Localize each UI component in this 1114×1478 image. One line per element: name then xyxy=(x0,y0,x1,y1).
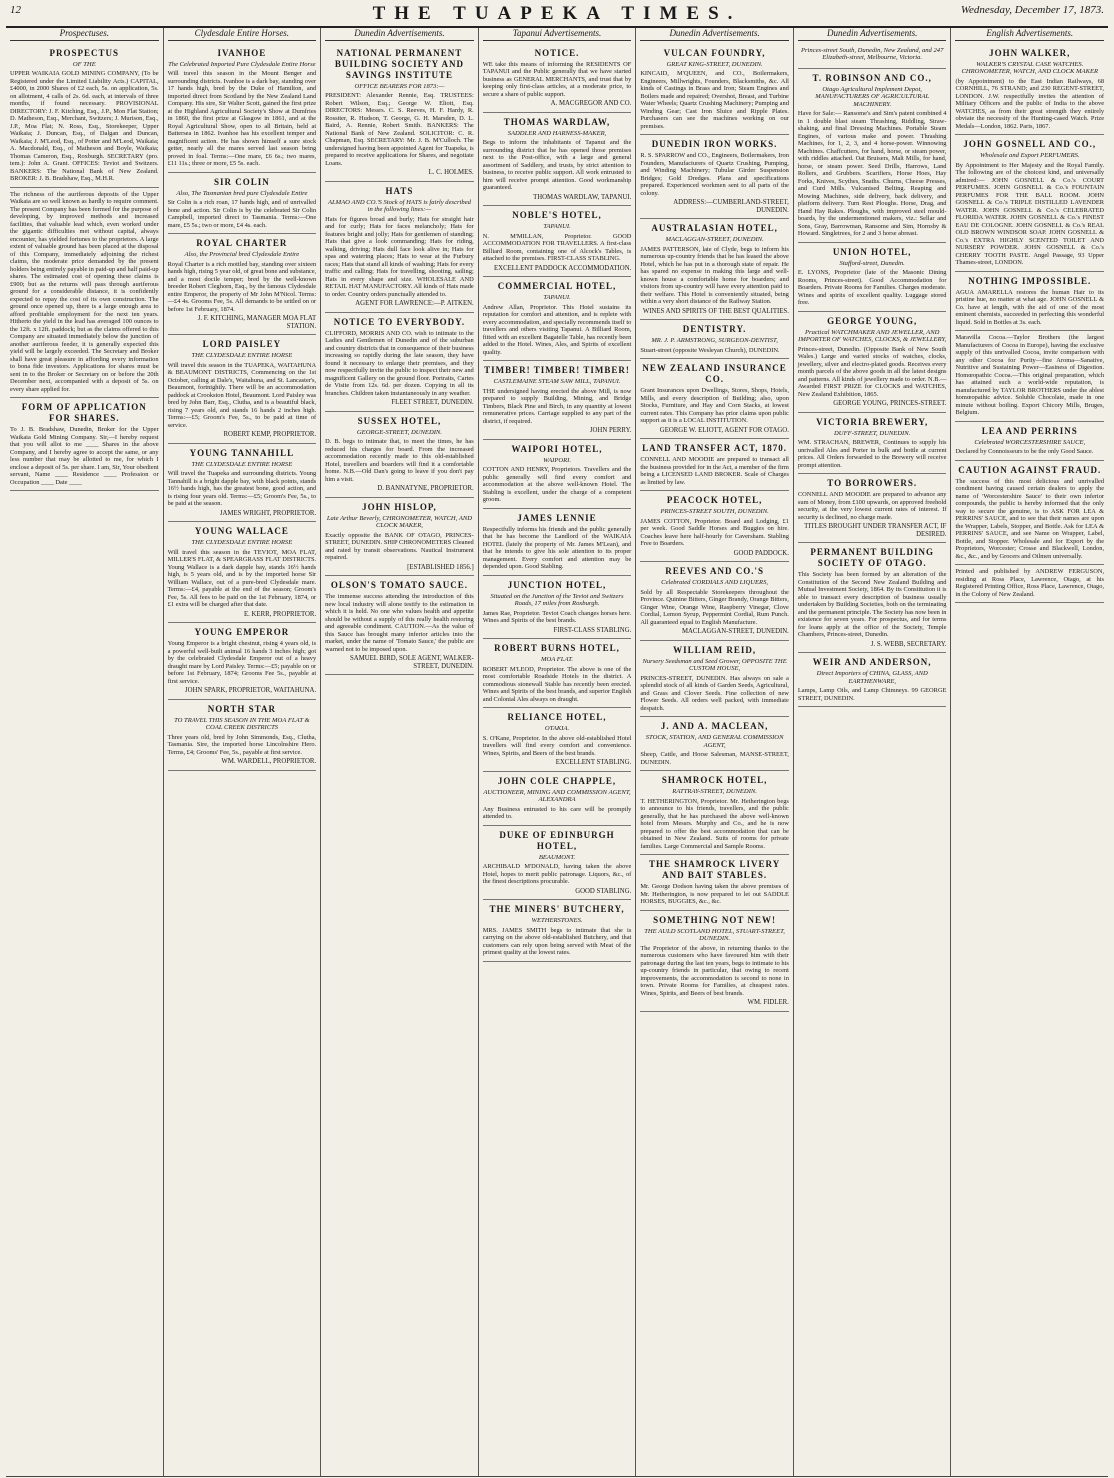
advertisement xyxy=(640,855,789,911)
ad-body: COTTON AND HENRY, Proprietors. Travellers and the public generally will find every comfort and accommodation at the above well-known Hotel. The Stabling is excellent, under the charge of a competent groom. xyxy=(482,466,632,503)
column-4 xyxy=(479,28,637,1476)
advertisement xyxy=(640,44,789,136)
ad-sig: WM. WARDELL, PROPRIETOR. xyxy=(221,758,317,765)
ad-title: PROSPECTUS xyxy=(49,47,120,58)
ad-sub: Also, The Tasmanian bred pure Clydesdale Entire xyxy=(176,189,308,197)
ad-body: Grant Insurances upon Dwellings, Stores, Shops, Hotels, Mills, and every description of Building; also, upon Stocks, Furniture, and Hay and Corn Stacks, at lowest current rates. This Company has prior claims upon public support as it is a LOCAL INSTITUTION. xyxy=(640,387,789,424)
advertisement xyxy=(168,234,317,335)
ad-body: Declared by Connoisseurs to be the only Good Sauce. xyxy=(955,448,1094,455)
ad-body: WE take this means of informing the RESIDENTS OF TAPANUI and the Public generally that we have started business as GENERAL MERCHANTS, and trust that by keeping only first-class articles, at a moderate price, to secure a share of public support. xyxy=(482,60,632,98)
advertisement xyxy=(483,277,632,361)
ad-sub: Late Arthur Beverly, CHRONOMETER, WATCH, AND CLOCK MAKER, xyxy=(326,514,473,529)
ad-title: JUNCTION HOTEL, xyxy=(507,579,607,590)
ad-sig: J. S. WEBB, SECRETARY. xyxy=(870,640,947,648)
ad-sub: GEORGE-STREET, DUNEDIN. xyxy=(356,428,442,436)
advertisement xyxy=(640,219,789,320)
ad-body: JAMES PATTERSON, late of Clyde, begs to inform his numerous up-country friends that he has leased the above Hotel, which he has put in a thorough state of repair. He has spared no expense in making this large and well-known house a comfortable home for boarders; and visitors from up-country will have every attention paid to their welfare. This Hotel is conveniently situated, being within a very short distance of the Railway Station. xyxy=(640,245,789,305)
ad-sig: WM. FIDLER. xyxy=(747,999,789,1006)
ad-sub: PRINCES-STREET SOUTH, DUNEDIN. xyxy=(660,508,769,515)
ad-sig: GEORGE W. ELIOTT, AGENT FOR OTAGO. xyxy=(659,426,789,434)
ad-sub: WETHERSTONES. xyxy=(531,917,583,924)
advertisement xyxy=(640,359,789,439)
ad-sig: EXCELLENT PADDOCK ACCOMMODATION. xyxy=(494,264,632,272)
ad-body: Printed and published by ANDREW FERGUSON, residing at Ross Place, Lawrence, Otago, at his Registered Printing Office, Ross Place, Lawrence, Otago, in the Colony of New Zealand. xyxy=(955,568,1105,598)
advertisement xyxy=(640,320,789,359)
ad-sub: OFFICE BEARERS FOR 1873:— xyxy=(354,82,445,90)
ad-title: THOMAS WARDLAW, xyxy=(503,116,611,127)
ad-title: SOMETHING NOT NEW! xyxy=(653,914,777,925)
ad-sig: SAMUEL BIRD, SOLE AGENT, WALKER-STREET, DUNEDIN. xyxy=(350,655,474,670)
ad-title: NOBLE'S HOTEL, xyxy=(512,210,602,220)
ad-title: CAUTION AGAINST FRAUD. xyxy=(958,464,1102,475)
ad-body: Begs to inform the inhabitants of Tapanui and the surrounding district that he has opened those premises next to the Post-office, with a large and general assortment of Saddlery, and trusts, by strict attention to business, to receive public support. All work entrusted to him will receive prompt attention. Good workmanship guaranteed. xyxy=(482,139,632,191)
ad-sub: THE CLYDESDALE ENTIRE HORSE xyxy=(191,539,293,546)
newspaper-title: THE TUAPEKA TIMES. xyxy=(372,3,742,24)
ad-body: By Appointment to Her Majesty and the Royal Family. The following are of the choicest kind, and universally admired:— JOHN GOSNELL & Co.'s COURT PERFUMES. JOHN GOSNELL & Co.'s FOUNTAIN PERFUMES FOR THE BALL ROOM. JOHN GOSNELL & Co.'s TRIPLE DISTILLED LAVENDER WATER. JOHN GOSNELL & Co.'s CELEBRATED FLORIDA WATER. JOHN GOSNELL & Co.'s FINEST EAU DE COLOGNE. JOHN GOSNELL & Co.'s REAL OLD BROWN WINDSOR SOAP. JOHN GOSNELL & Co.'s EXTRA HIGHLY SCENTED TOILET AND NURSERY POWDER. JOHN GOSNELL & Co.'s CHERRY TOOTH PASTE. Angel Passage, 93 Upper Thames-street, LONDON. xyxy=(955,161,1105,266)
ad-sub: Nursery Seedsman and Seed Grower, OPPOSITE THE CUSTOM HOUSE, xyxy=(642,657,787,672)
ad-body: Will travel this season in the Mount Benger and surrounding districts. Ivanhoe is a dark bay, standing over 17 hands high, bred by the Duke of Hamilton, and imported direct from Scotland by the New Zealand Land Company. His sire, Sir Walter Scott, gained the first prize at the Highland Agricultural Society's Show at Dumfries in 1860, the first prize at Glasgow in 1861, and at the Royal Agricultural Show, open to all Britain, held at Battersea in 1862. Ivanhoe has his excellent temper and magnificent action. He has shown himself a sure stock getter, nearly all the mares served last season being proved in foal. Terms:—One mare, £6 6s.; two mares, £11 11s.; three or more, £5 5s. each. xyxy=(167,70,317,167)
ad-body: CONNELL AND MOODIE are prepared to transact all the business provided for in the Act, a member of the firm being a LICENSED LAND BROKER. Scale of Charges as limited by law. xyxy=(640,456,789,486)
advertisement xyxy=(798,44,947,69)
ad-sub: STOCK, STATION, AND GENERAL COMMISSION AGENT, xyxy=(645,734,784,749)
ad-sig: L. C. HOLMES. xyxy=(428,169,474,176)
ad-body: CONNELL AND MOODIE are prepared to advance any sum of Money, from £100 upwards, on approved freehold security, at the very lowest current rates of interest. If security is declined, no charge made. xyxy=(797,491,947,521)
advertisement xyxy=(955,44,1104,136)
advertisement xyxy=(483,639,632,708)
ad-sig: E. KERR, PROPRIETOR. xyxy=(243,610,317,618)
ad-sub: MR. J. P. ARMSTRONG, SURGEON-DENTIST, xyxy=(651,337,778,344)
ad-body: Hats for figures broad and burly; Hats for straight hair and for curly; Hats for faces melancholy; Hats for features bright and jolly; Hats for gentlemen of standing; Hats that give a look commanding; Hats for riding, walking, driving; Hats dull face look alive in; Hats for spas and watering places; Hats to wear at the Furbury races; Hats that stand all kinds of washing; Hats for every traffic and calling; Hats for travelling, shooting, sailing; Hats in every shape and size. WHOLESALE AND RETAIL HAT MANUFACTORY. All kinds of Hats made to order. Country orders punctually attended to. xyxy=(325,215,474,298)
ad-body: This Society has been formed by an alteration of the Constitution of the Second New Zealand Building and Mutual Investment Society, 1864. By its Constitution it is able to transact every description of business usually undertaken by Building Societies, both on the terminating and the permanent principle. The Society has now been in existence for seven years. For prospectus, and for terms for loans apply at the office of the Society, Temple Chambers, Princes-street, Dunedin. xyxy=(797,571,947,638)
advertisement xyxy=(798,474,947,543)
ad-title: UNION HOTEL, xyxy=(832,246,912,257)
column-3 xyxy=(321,28,479,1476)
ad-title: IVANHOE xyxy=(217,47,267,58)
column-heading: Clydesdale Entire Horses. xyxy=(168,30,317,41)
column-heading: Prospectuses. xyxy=(10,30,159,41)
advertisement xyxy=(10,188,159,399)
ad-title: AUSTRALASIAN HOTEL, xyxy=(651,223,778,233)
ad-body: PRESIDENT: Alexander Rennie, Esq. TRUSTEES: Robert Wilson, Esq.; George W. Eliott, Esq. DIRECTORS: Messrs. C. S. Reeves, H. F. Hardy, R. Rossiter, R. Hudson, T. George, G. H. Marsden, D. L. Baird, A. Rennie, Robert Smith. BANKERS: The National Bank of New Zealand. SOLICITOR: C. R. Chapman, Esq. SECRETARY: Mr. J. B. M'Culloch. The undersigned having been appointed Agent for Tuapeka, is prepared to receive applications for Shares, and negotiate Loans. xyxy=(325,92,474,167)
ad-title: LORD PAISLEY xyxy=(202,339,282,349)
advertisement xyxy=(483,361,632,440)
ad-title: LAND TRANSFER ACT, 1870. xyxy=(642,443,788,453)
advertisement xyxy=(10,398,159,491)
ad-body: Young Emperor is a bright chestnut, rising 4 years old, is a powerful well-built animal 16 hands 3 inches high; got by the celebrated Clydesdale Emperor out of a heavy draught mare by Lord Paisley. Terms:—£5; payable on or before 1st February, 1874; Grooms Fee 5s., payable at first service. xyxy=(167,640,317,685)
ad-body: ROBERT M'LEOD, Proprietor. The above is one of the most comfortable Roadside Hotels in the district. A commodious stonewall Stable has recently been erected. Wines and Spirits of the best brands, and superior English and Colonial Ales always on draught. xyxy=(482,665,632,703)
ad-title: DENTISTRY. xyxy=(682,324,747,334)
ad-body: THE undersigned having erected the above Mill, is now prepared to supply Building, Mining, and Bridge Timbers, Black Pine and Birch, in any quantity at lowest remunerative prices. Carriage supplied to any part of the district, if required. xyxy=(482,387,632,425)
ad-title: ROBERT BURNS HOTEL, xyxy=(494,643,620,653)
advertisement xyxy=(798,312,947,413)
column-1 xyxy=(6,28,164,1476)
ad-body: The success of this most delicious and unrivalled condiment having caused certain dealers to apply the name of 'Worcestershire Sauce' to their own inferior compounds, the public is hereby informed that the only way to secure the genuine, is to ASK FOR LEA & PERRINS' SAUCE, and to see that their names are upon the Wrapper, Labels, Stopper, and Bottle. Ask for LEA & PERRINS' SAUCE, and see Name on Wrapper, Label, Bottle, and Stopper. Wholesale and for Export by the Proprietors, Worcester; Crosse and Blackwell, London, &c., &c., and by Grocers and Oilmen universally. xyxy=(955,477,1105,560)
ad-title: NATIONAL PERMANENT BUILDING SOCIETY AND SAVINGS INSTITUTE xyxy=(334,47,465,80)
advertisement xyxy=(168,700,317,771)
column-heading: English Advertisements. xyxy=(955,30,1104,41)
ad-body: Will travel this season in the TEVIOT, MOA FLAT, MILLER'S FLAT, & SPEARGRASS FLAT DISTRICTS. Young Wallace is a dark dapple bay, stands 16½ hands high, is 5 years old, and is by the imported horse Sir William Wallace, out of a pure-bred Clydesdale mare. Terms:—£4, payable at the end of the season; Groom's Fee, 5s. All fees to be paid on the 1st February, 1874, or £1 extra will be charged after that date. xyxy=(167,548,317,608)
ad-sub: DUFF-STREET, DUNEDIN. xyxy=(834,429,911,437)
ad-sig: JOHN PERRY. xyxy=(589,427,632,434)
ad-title: JOHN HISLOP, xyxy=(362,501,437,512)
ad-sub: The Celebrated Imported Pure Clydesdale Entire Horse xyxy=(168,60,316,68)
ad-title: T. ROBINSON AND CO., xyxy=(812,72,932,83)
ad-sub: Situated on the Junction of the Teviot and Switzers Roads, 17 miles from Roxburgh. xyxy=(490,592,624,607)
advertisement xyxy=(168,444,317,523)
ad-body: ARCHIBALD M'DONALD, having taken the above Hotel, hopes to merit public patronage. Liquors, &c., of the finest descriptions procurable. xyxy=(482,863,632,885)
ad-body: AGUA AMARELLA restores the human Hair to its pristine hue, no matter at what age. JOHN GOSNELL & Co. have at length, with the aid of one of the most eminent chemists, succeeded in perfecting this wonderful liquid. Sold in Bottles at 3s. each. xyxy=(955,288,1105,326)
ad-body: Any Business entrusted to his care will be promptly attended to. xyxy=(482,805,632,820)
column-2 xyxy=(164,28,322,1476)
ad-sub: Wholesale and Export PERFUMERS. xyxy=(979,152,1080,159)
ad-body: Three years old, bred by John Simmonds, Esq., Clutha, Tasmania. Sire, the imported horse Lincolnshire Hero. Terms, £4; Grooms' Fee, 5s., payable at first service. xyxy=(167,733,317,756)
ad-title: NOTHING IMPOSSIBLE. xyxy=(968,275,1092,286)
ad-sig: GOOD PADDOCK. xyxy=(733,549,789,557)
ad-sig: FLEET STREET, DUNEDIN. xyxy=(391,399,474,406)
ad-title: NORTH STAR xyxy=(207,703,276,714)
advertisement xyxy=(483,772,632,826)
ad-body: James Rae, Proprietor. Teviot Coach changes horses here. Wines and Spirits of the best brands. xyxy=(482,609,632,624)
ad-body: PRINCES-STREET, DUNEDIN. Has always on sale a splendid stock of all kinds of Garden Seeds, Agricultural, and Grass and Clover Seeds. Fine collection of new Flower Seeds. All orders well packed, with immediate despatch. xyxy=(640,674,789,712)
ad-sig: AGENT FOR LAWRENCE:—P. AITKEN. xyxy=(355,300,474,307)
advertisement xyxy=(483,206,632,277)
ad-sig: ROBERT KEMP, PROPRIETOR. xyxy=(223,431,317,438)
advertisement xyxy=(325,182,474,313)
ad-body: Sold by all Respectable Storekeepers throughout the Province. Quinine Bitters, Ginger Brandy, Orange Bitters, Ginger Wine, Orange Wine, Raspberry Vinegar, Clove Cordial, Lemon Syrup, Peppermint Cordial, Rum Punch. All guaranteed equal to English Manufacture. xyxy=(640,588,789,626)
advertisement xyxy=(168,522,317,623)
ad-sig: TITLES BROUGHT UNDER TRANSFER ACT, IF DESIRED. xyxy=(804,523,947,538)
advertisement xyxy=(483,826,632,901)
advertisement xyxy=(640,911,789,1012)
ad-title: REEVES AND CO.'S xyxy=(665,566,764,576)
advertisement xyxy=(325,576,474,675)
column-heading: Dunedin Advertisements. xyxy=(640,30,789,41)
ad-sub: TAPANUI. xyxy=(543,223,571,230)
advertisement xyxy=(483,708,632,772)
ad-body: KINCAID, M'QUEEN, and CO., Boilermakers, Engineers, Millwrights, Founders, Blacksmiths, &c. All kinds of Castings in Brass and Iron; Steam Engines and Boilers made and repaired; Overshot, Breast, and Turbine Water Wheels; Quartz Crushing Machinery; Pumping and Winding Gear; Cast Iron Sluice and Ripple Plates. Purchasers can see the machines working on our premises. xyxy=(640,70,789,130)
advertisement xyxy=(325,44,474,182)
ad-sig: D. BANNATYNE, PROPRIETOR. xyxy=(377,485,474,492)
ad-body: E. LYONS, Proprietor (late of the Masonic Dining Rooms, Princes-street). Good Accommodation for Boarders. Private Rooms for Families. Charges moderate. Wines and spirits of excellent quality. Luggage stored free. xyxy=(797,269,947,306)
ad-body: Mr. George Dodson having taken the above premises of Mr. Hetherington, is now prepared to let out SADDLE HORSES, BUGGIES, &c., &c. xyxy=(640,883,789,905)
ad-title: SHAMROCK HOTEL, xyxy=(661,775,768,785)
advertisement xyxy=(798,243,947,312)
ad-title: HATS xyxy=(385,185,414,196)
ad-title: LEA AND PERRINS xyxy=(981,425,1078,436)
ad-title: DUNEDIN IRON WORKS. xyxy=(651,139,778,149)
advertisement xyxy=(168,173,317,235)
ad-title: RELIANCE HOTEL, xyxy=(507,712,607,722)
advertisement xyxy=(483,440,632,509)
page-number: 12 xyxy=(10,4,21,16)
ad-sig: GEORGE YOUNG, PRINCES-STREET. xyxy=(833,400,947,407)
ad-body: The immense success attending the introduction of this new local industry will alone testify to the estimation in which it is held. No one who values health and appetite should be without a supply of this really health restoring and agreeable condiment. CAUTION.—As the value of this Sauce has brought many inferior articles into the market, under the name of 'Tomato Sauce,' the public are warned not to be imposed upon. xyxy=(325,593,474,653)
ad-sub: AUCTIONEER, MINING AND COMMISSION AGENT, ALEXANDRA xyxy=(483,788,631,803)
advertisement xyxy=(640,439,789,491)
ad-body: S. O'Kane, Proprietor. In the above old-established Hotel travellers will find every comfort and convenience. Wines, Spirits, and Beers of the best brands. xyxy=(482,734,632,757)
ad-title: VICTORIA BREWERY, xyxy=(816,416,929,427)
ad-sig: JOHN SPARK, PROPRIETOR, WAITAHUNA. xyxy=(185,687,317,694)
ad-title: WILLIAM REID, xyxy=(673,644,757,655)
ad-title: JOHN COLE CHAPPLE, xyxy=(497,775,617,786)
ad-title: YOUNG TANNAHILL xyxy=(189,447,295,458)
ad-body: WM. STRACHAN, BREWER, Continues to supply his unrivalled Ales and Porter in bulk and bottle at current prices. All Orders forwarded to the Brewery will receive prompt attention. xyxy=(797,439,947,469)
column-heading: Dunedin Advertisements. xyxy=(325,30,474,41)
ad-title: GEORGE YOUNG, xyxy=(827,315,918,326)
advertisement xyxy=(640,135,789,219)
ad-sub: MACLAGGAN-STREET, DUNEDIN. xyxy=(665,236,764,243)
ad-body: R. S. SPARROW and CO., Engineers, Boilermakers, Iron Founders, Manufacturers of Quartz Crushing, Pumping, and Winding Machinery; Tubular Girder Suspension Bridges; Gold Dredges. Plans and specifications prepared. Experienced workmen sent to all parts of the colony. xyxy=(640,152,789,197)
ad-sig: MACLAGGAN-STREET, DUNEDIN. xyxy=(681,628,789,635)
advertisement xyxy=(640,641,789,718)
advertisement xyxy=(955,461,1104,566)
ad-sub: TAPANUI. xyxy=(543,294,571,301)
ad-body: T. HETHERINGTON, Proprietor. Mr. Hetherington begs to announce to his friends, travellers, and the public generally, that he has purchased the above well-known hotel from Messrs. Murphy and Co., and he is now prepared to offer the best accommodation that can be obtained in New Zealand. Suits of rooms for private families. Large Commercial and Sample Rooms. xyxy=(640,797,789,850)
ad-sig: WINES AND SPIRITS OF THE BEST QUALITIES. xyxy=(642,307,789,315)
advertisement xyxy=(640,717,789,771)
ad-sub: THE CLYDESDALE ENTIRE HORSE xyxy=(191,352,293,359)
ad-sub: CASTLEMAINE STEAM SAW MILL, TAPANUI. xyxy=(493,378,621,385)
advertisement xyxy=(955,135,1104,272)
ad-body: Princes-street, Dunedin. (Opposite Bank of New South Wales.) Large and varied stocks of watches, clocks, jewellery, silver and electro-plated goods. Receives every month parcels of the above goods in all the latest designs and patterns. All kinds of jewellery made to order. N.B.—Awarded FIRST PRIZE for CLOCKS and WATCHES, New Zealand Exhibition, 1865. xyxy=(797,345,947,398)
ad-title: WAIPORI HOTEL, xyxy=(511,443,603,454)
ad-sig: THOMAS WARDLAW, TAPANUI. xyxy=(533,193,632,201)
advertisement xyxy=(168,335,317,444)
ad-body: Andrew Allan, Proprietor. This Hotel sustains its reputation for comfort and attention, and is replete with every accommodation, and specially recommends itself to travellers and others visiting Tapanui. A Billiard Room, fitted with an excellent Bagatelle Table, has recently been added to the Hotel. Wines, Ales, and Spirits of excellent quality. xyxy=(482,303,632,356)
ad-body: The richness of the auriferous deposits of the Upper Waikaia are so well known as hardly to require comment. The present Company has been formed for the purpose of developing, by improved methods and increased facilities, that valuable lead which, even worked under the gigantic difficulties met without capital, always encounter, has yielded fortunes to the proprietors. A large extent of valuable ground has been placed at the disposal of this Company, immediately adjoining the richest claims, the moderate price demanded by the present holders being entirely payable in paid-up and half paid-up shares. The estimated cost of opening these claims is £900; but as the returns will pass through auriferous ground for a considerable distance, it is confidently expected to repay the cost of its own construction. The ground once opened up, there is a large enough area to afford profitable employment for the next ten years. Hitherto the yield in the lead has averaged 100 ounces to the 12ft. x 12ft. paddock; but as the claims offered to this Company are situated immediately below the junction of another auriferous feeder, it is generally expected this yield will be largely exceeded. The Secretary and Broker shall have great pleasure in affording every information to bona fide investors. Applications for shares must be sent in to the Broker or Secretary on or before the 20th December next, accompanied with a deposit of 5s. on every share applied for. xyxy=(10,190,159,393)
ad-title: SIR COLIN xyxy=(213,176,270,187)
masthead xyxy=(6,4,1108,28)
ad-body: N. M'MILLAN, Proprietor. GOOD ACCOMMODATION FOR TRAVELLERS. A first-class Billiard Room, containing one of Alcock's Tables, is attached to the premises. FIRST-CLASS STABLING. xyxy=(482,232,632,262)
ad-body: CLIFFORD, MORRIS AND CO. wish to intimate to the Ladies and Gentlemen of Dunedin and of the suburban and country districts that in consequence of their business increasing so rapidly during the late season, they have found it necessary to enlarge their premises, and they now respectfully invite the public to inspect their new and magnificent Gallery on the ground floor. Portraits, Cartes de Visite from 12s. 6d. per dozen. Copying in all its branches. Children taken instantaneously in any weather. xyxy=(325,329,474,397)
ad-sub: Princes-street South, Dunedin, New Zealand, and 247 Elizabeth-street, Melbourne, Victoria. xyxy=(800,46,944,61)
advertisement xyxy=(798,69,947,243)
ad-body: Maravilla Cocoa.—Taylor Brothers (the largest Manufacturers of Cocoa in Europe), having the exclusive supply of this unrivalled Cocoa, invite comparison with any other Cocoa for Purity—fine Aroma—Sanative, Nutritive and Sustaining Power—Easiness of Digestion. Homœopathic Cocoa.—This original preparation, which has attained such a world-wide reputation, is manufactured by TAYLOR BROTHERS under the ablest homœopathic advice. Soluble Chocolate, made in one minute without boiling. Export Chicory Mills, Bruges, Belgium. xyxy=(955,334,1105,416)
ad-title: WEIR AND ANDERSON, xyxy=(812,657,932,667)
advertisement xyxy=(10,44,159,188)
ad-title: NOTICE TO EVERYBODY. xyxy=(333,316,466,327)
ad-body: JAMES COTTON, Proprietor. Board and Lodging, £1 per week. Good Saddle Horses and Buggies on hire. Coaches leave here half-hourly for Caversham. Stabling Free to Boarders. xyxy=(640,517,789,547)
advertisement xyxy=(483,509,632,576)
advertisement xyxy=(168,623,317,700)
ad-title: THE SHAMROCK LIVERY AND BAIT STABLES. xyxy=(649,859,781,880)
ad-body: The Proprietor of the above, in returning thanks to the numerous customers who have favoured him with their patronage during the last ten years, begs to intimate to his up-country friends in particular, that owing to recent improvements, the accommodation is second to none in town. Private Rooms for Families, at cheapest rates. Wines, Spirits, and Beers of best brands. xyxy=(640,944,789,997)
advertisement xyxy=(640,771,789,855)
ad-sub: BEAUMONT. xyxy=(538,853,576,861)
advertisement xyxy=(955,422,1104,461)
ad-body: Respectfully informs his friends and the public generally that he has become the Landlord of the WAIKAIA HOTEL (lately the property of Mr. James M'Lean), and that he intends to give his sole attention to its proper management. Every comfort and attention may be depended upon. Good Stabling. xyxy=(482,525,632,570)
ad-title: VULCAN FOUNDRY, xyxy=(663,47,766,58)
advertisement xyxy=(955,565,1104,603)
ad-sub: GREAT KING-STREET, DUNEDIN. xyxy=(666,60,763,68)
column-heading: Tapanui Advertisements. xyxy=(483,30,632,41)
ad-title: NOTICE. xyxy=(534,47,580,58)
ad-sig: ADDRESS:—CUMBERLAND-STREET, DUNEDIN. xyxy=(673,199,789,214)
ad-body: Will travel the Tuapeka and surrounding districts. Young Tannahill is a bright dapple bay, with black points, stands 16½ hands high, has the greatest bone, good action, and is rising four years old. Terms:—£5; Groom's Fee, 5s., to be paid at the season. xyxy=(167,470,317,507)
advertisement xyxy=(798,413,947,475)
ad-sub: THE CLYDESDALE ENTIRE HORSE xyxy=(191,460,293,468)
ad-title: SUSSEX HOTEL, xyxy=(357,415,442,426)
advertisement xyxy=(798,653,947,707)
advertisement xyxy=(798,543,947,653)
ad-title: JOHN WALKER, xyxy=(989,47,1071,58)
ad-sub: WALKER'S CRYSTAL CASE WATCHES. CHRONOMETER, WATCH, AND CLOCK MAKER xyxy=(961,60,1099,75)
column-heading: Dunedin Advertisements. xyxy=(798,30,947,41)
ad-sub: TO TRAVEL THIS SEASON IN THE MOA FLAT & COAL CREEK DISTRICTS xyxy=(174,716,310,731)
ad-body: Sir Colin is a rich roan, 17 hands high, and of unrivalled bone and action. Sir Colin is by the celebrated Sir Colin Campbell, imported direct to Tasmania. Terms:—One mare, £5 5s.; two or more, £4 4s. each. xyxy=(167,199,317,229)
advertisement xyxy=(325,412,474,498)
ad-sub: OTAKIA. xyxy=(544,725,570,732)
ad-title: JOHN GOSNELL AND CO., xyxy=(963,139,1097,149)
ad-sub: SADDLER AND HARNESS-MAKER, xyxy=(507,129,607,137)
ad-sig: [ESTABLISHED 1856.] xyxy=(407,563,474,571)
ad-body: MRS. JAMES SMITH begs to intimate that she is carrying on the above old-established Butchery, and that customers can rely upon being served with Meat of the primest quality at the lowest rates. xyxy=(482,926,632,956)
advertisement xyxy=(325,498,474,577)
ad-title: FORM OF APPLICATION FOR SHARES. xyxy=(21,402,147,423)
ad-title: TO BORROWERS. xyxy=(827,478,918,488)
ad-sig: A. MACGREGOR AND CO. xyxy=(550,100,632,107)
ad-sub: Stafford-street, Dunedin. xyxy=(839,259,905,267)
ad-body: Will travel this season in the TUAPEKA, WAITAHUNA & BEAUMONT DISTRICTS, Commencing on the 1st October, calling at Dale's, Waitahuna, and St. Lancaster's, Beaumont, fortnightly. There will be an accommodation paddock at Crookston Hotel, Beaumont. Lord Paisley was bred by John Barr, Esq., Clutha, and is a beautiful black, rising 7 years old, and stands 16 hands 2 inches high. Terms:—£5; Groom's Fee, 5s., to be paid at time of service. xyxy=(167,361,317,429)
ad-sig: J. F. KITCHING, MANAGER MOA FLAT STATION. xyxy=(197,315,317,330)
ad-title: ROYAL CHARTER xyxy=(196,238,288,248)
ad-sub: MOA FLAT. xyxy=(540,656,574,663)
ad-sub: ALMAO AND CO.'S Stock of HATS is fairly described in the following lines:— xyxy=(327,198,471,213)
ad-sub: Otago Agricultural Implement Depot, MANUFACTURERS OF AGRICULTURAL MACHINERY. xyxy=(815,85,930,108)
ad-sub: Practical WATCHMAKER AND JEWELLER, AND IMPORTER OF WATCHES, CLOCKS, & JEWELLERY, xyxy=(798,328,947,343)
advertisement xyxy=(168,44,317,173)
ad-title: COMMERCIAL HOTEL, xyxy=(497,281,617,291)
ad-sub: WAIPORI. xyxy=(543,456,571,464)
ad-body: (by Appointment) to the East Indian Railways, 68 CORNHILL, 76 STRAND; and 230 REGENT-STREET, LONDON. J.W. respectfully invites the attention of Military Officers and the public of India to the above WATCHES, as from their great strength they entirely obviate the necessity of the Hunting-cased Watch. Prize Medals—London, 1862. Paris, 1867. xyxy=(955,77,1105,130)
advertisement xyxy=(325,313,474,412)
ad-sub: Direct Importers of CHINA, GLASS, AND EARTHENWARE, xyxy=(816,670,928,685)
ad-sig: JAMES WRIGHT, PROPRIETOR. xyxy=(219,509,317,517)
ad-body: Exactly opposite the BANK OF OTAGO, PRINCES-STREET, DUNEDIN. SHIP CHRONOMETERS Cleaned and rated by transit observations. Nautical Instrument repaired. xyxy=(325,531,474,561)
ad-title: YOUNG WALLACE xyxy=(194,526,289,536)
ad-title: YOUNG EMPEROR xyxy=(194,627,290,637)
issue-date: Wednesday, December 17, 1873. xyxy=(960,4,1104,16)
ad-body: Stuart-street (opposite Wesleyan Church), DUNEDIN. xyxy=(640,346,780,354)
ad-title: TIMBER! TIMBER! TIMBER! xyxy=(484,365,630,375)
ad-title: DUKE OF EDINBURGH HOTEL, xyxy=(499,829,615,851)
ad-body: To J. B. Bradshaw, Dunedin, Broker for the Upper Waikaia Gold Mining Company. Sir,—I hereby request that you will allot to me ____ Shares in the above Company, and I hereby agree to accept the same, or any less number that may be allotted to me, for which I enclose a deposit of 5s. per share. I am, Sir, Your obedient servant, Name ____ Residence ____ Profession or Occupation ____ Date ____ xyxy=(10,426,159,486)
column-7 xyxy=(951,28,1108,1476)
ad-sub: Celebrated CORDIALS AND LIQUERS, xyxy=(661,579,769,586)
ad-body: Sheep, Cattle, and Horse Salesman, MANSE-STREET, DUNEDIN. xyxy=(640,751,789,766)
ad-body: UPPER WAIKAIA GOLD MINING COMPANY, (To be Registered under the Limited Liability Acts.) CAPITAL, £4000, in 2000 Shares of £2 each, 5s. on application, 5s. on allotment, 4 calls of 2s. 6d. each, at intervals of three months, if found necessary. PROVISIONAL DIRECTORY: J. F. Kitching, Esq., J.P., Mon Flat Station; D. Matheson, Esq., Merchant, Switzers; J. Murison, Esq., J.P., Moa Flat; N. Ross, Esq., Storekeeper, Upper Waikaia; J. Duncan, Esq., of Dalgan and Duncan, Waikaia; J. M'Leod, Esq., of Potter and M'Leod, Waikaia; A. Macdonald, Esq., of Matheson and Boyle, Waikaia; Thomas Cameron, Esq., Roxburgh. SECRETARY (pro. tem.): John A. Grant. OFFICES: Teviot and Switzers. BANKERS: The National Bank of New Zealand. BROKER: J. B. Bradshaw, Esq., M.H.R. xyxy=(10,70,159,182)
advertisement xyxy=(955,272,1104,332)
ad-sub: OF THE xyxy=(72,60,96,68)
ad-sub: THE AULD SCOTLAND HOTEL, STUART-STREET, DUNEDIN. xyxy=(644,927,785,942)
ad-body: Lamps, Lamp Oils, and Lamp Chimneys. 99 GEORGE STREET, DUNEDIN. xyxy=(797,687,947,702)
ad-body: Royal Charter is a rich mottled bay, standing over sixteen hands high, rising 5 year old, of great bone and substance, and a most docile temper; bred by the well-known breeder Robert Cleghorn, Esq., by the famous Clydesdale entire Emperor, the property of Mr John M'Nicol. Terms:—£4 4s. Grooms Fee, 5s. All demands to be settled on or before 1st February, 1874. xyxy=(167,260,317,313)
ad-sig: EXCELLENT STABLING. xyxy=(555,759,632,766)
advertisement xyxy=(483,44,632,113)
ad-sub: RATTRAY-STREET, DUNEDIN. xyxy=(672,788,757,795)
ad-body: Have for Sale:— Ransome's and Sim's patent combined 4 in 1 double blast steam Thrashing, Riddling, Straw-shaking, and final Dressing Machines. Portable Steam Engines, of various make and power. Thrashing Machines, for 1, 2, 3, and 4 horse-power. Winnowing Machines. Chaffcutters, for hand, horse, or steam power, with riddles attached. Oat Bruisers, Malt Mills, for hand, horse, or steam power. Seed Drills, Harrows, Land Rollers, and Grubbers. Scarifiers, Horse Hoes, Hay Forks, Knives, Scythes, Snaths. Churns, Cheese Presses, and Curd Mills. Vulcanised Belting. Reaping and Mowing Machines, side delivery, back delivery, and platform delivery. Turn Rest Ploughs. Horse, Drag, and Hand Hay Rakes. Ploughs, with improved steel mould-boards, by the undermentioned makers, viz.: Sellar and Sons, Gray, Barrowman, Ransome and Sim, Hornsby & Howard. Singletrees, for 2 and 3 horse abreast. xyxy=(797,110,947,237)
advertisement xyxy=(955,331,1104,422)
advertisement xyxy=(483,576,632,640)
advertisement xyxy=(483,113,632,207)
columns xyxy=(6,28,1108,1477)
ad-title: J. AND A. MACLEAN, xyxy=(660,721,769,731)
ad-sig: FIRST-CLASS STABLING. xyxy=(553,626,632,634)
ad-title: NEW ZEALAND INSURANCE CO. xyxy=(642,363,787,384)
ad-title: JAMES LENNIE xyxy=(517,512,597,523)
ad-title: PERMANENT BUILDING SOCIETY OF OTAGO. xyxy=(810,547,934,568)
ad-title: OLSON'S TOMATO SAUCE. xyxy=(330,580,468,590)
advertisement xyxy=(640,491,789,562)
ad-sub: Celebrated WORCESTERSHIRE SAUCE, xyxy=(974,438,1086,446)
ad-sub: Also, the Provincial bred Clydesdale Entire xyxy=(184,251,300,258)
column-6 xyxy=(794,28,952,1476)
ad-body: D. B. begs to intimate that, to meet the times, he has reduced his charges for board. From the increased accommodation recently made to this old-established Hotel, travellers and boarders will find it a comfortable home. N.B.—Old Dan's going to leave if you don't pay him a visit. xyxy=(325,438,474,483)
advertisement xyxy=(640,562,789,641)
ad-title: THE MINERS' BUTCHERY, xyxy=(489,904,625,914)
advertisement xyxy=(483,900,632,962)
column-5 xyxy=(636,28,794,1476)
ad-sig: GOOD STABLING. xyxy=(575,887,632,895)
ad-title: PEACOCK HOTEL, xyxy=(666,495,763,505)
